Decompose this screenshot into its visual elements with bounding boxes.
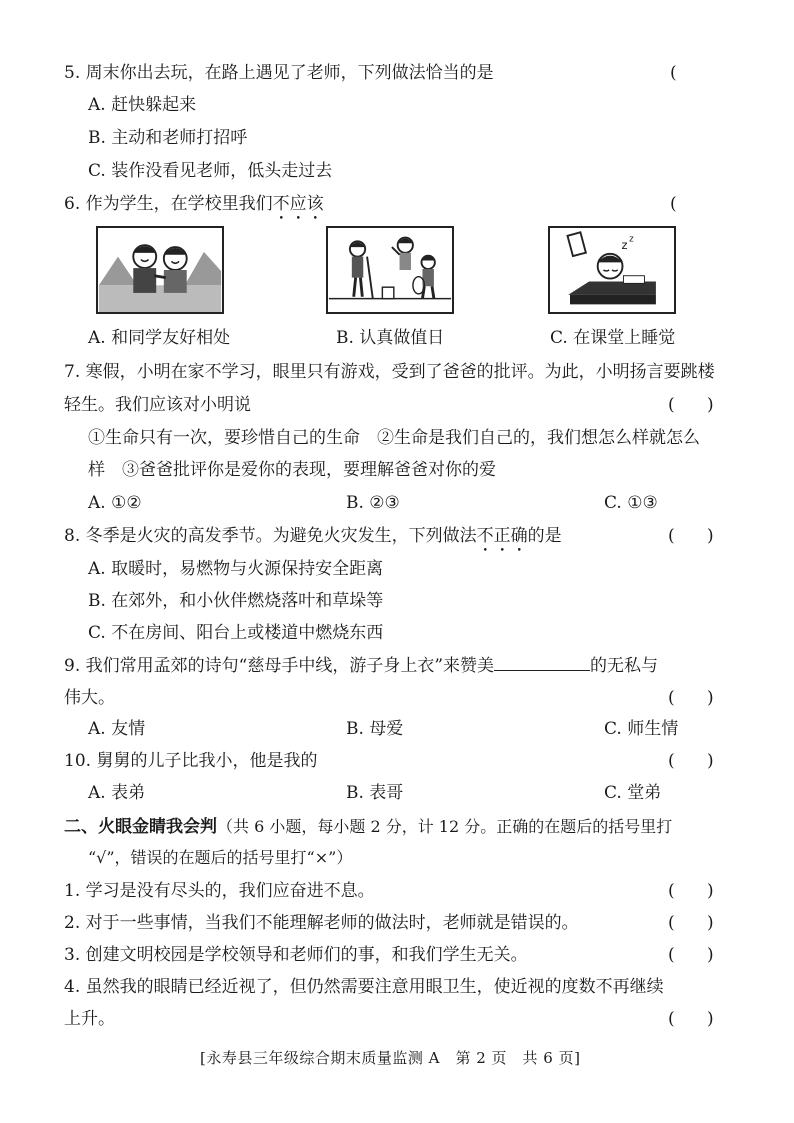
judge-4-answer-bracket[interactable]: ( ) [668,1009,714,1029]
q9-stem-line1 [64,654,658,677]
q8-stem [64,525,562,556]
q8-stem-text: 8. 冬季是火灾的高发季节。为避免火灾发生，下列做法 [64,526,477,546]
svg-text:z: z [629,234,634,245]
q5-answer-bracket[interactable]: ( [670,63,677,83]
q7-option-c: C. ①③ [604,493,658,513]
judge-1-answer-bracket[interactable]: ( ) [668,881,714,901]
q7-statements-line1: ①生命只有一次，要珍惜自己的生命 ②生命是我们自己的，我们想怎么样就怎么 [88,428,700,448]
q8-answer-bracket[interactable]: ( ) [668,526,714,546]
q9-stem-line2: 伟大。 [64,688,115,708]
judge-2-answer-bracket[interactable]: ( ) [668,913,714,933]
section2-title: 二、火眼金睛我会判 [64,817,217,837]
q5-option-c: C. 装作没看见老师，低头走过去 [88,161,333,181]
judge-item-3: 3. 创建文明校园是学校领导和老师们的事，和我们学生无关。 [64,945,528,965]
q6-emphasis: 不应该 [272,194,324,214]
judge-item-2: 2. 对于一些事情，当我们不能理解老师的做法时，老师就是错误的。 [64,913,579,933]
q6-option-b: B. 认真做值日 [336,328,445,348]
q9-stem-text: 9. 我们常用孟郊的诗句“慈母手中线，游子身上衣”来赞美 [64,656,495,676]
q5-stem: 5. 周末你出去玩，在路上遇见了老师，下列做法恰当的是 [64,63,494,83]
q10-option-c: C. 堂弟 [604,783,662,803]
q10-option-a: A. 表弟 [88,783,146,803]
q9-option-c: C. 师生情 [604,719,679,739]
q6-stem-text: 6. 作为学生，在学校里我们 [64,194,273,214]
q6-stem [64,193,324,224]
q10-option-b: B. 表哥 [346,783,404,803]
q8-emphasis: 不正确 [476,526,528,546]
friends-illustration [98,228,222,312]
q9-fill-blank[interactable] [494,654,590,671]
q5-option-a: A. 赶快躲起来 [88,95,197,115]
judge-item-4-line2: 上升。 [64,1009,115,1029]
q6-option-c: C. 在课堂上睡觉 [550,328,676,348]
q8-stem-end: 的是 [527,526,562,546]
q5-option-b: B. 主动和老师打招呼 [88,128,248,148]
q6-image-friends [96,226,224,314]
q8-option-a: A. 取暖时，易燃物与火源保持安全距离 [88,559,384,579]
judge-3-answer-bracket[interactable]: ( ) [668,945,714,965]
q6-image-duty [326,226,454,314]
section2-instructions-line2: “√”，错误的在题后的括号里打“×”） [88,848,353,867]
q7-option-b: B. ②③ [346,493,400,513]
section2-instructions: （共 6 小题，每小题 2 分，计 12 分。正确的在题后的括号里打 [217,817,673,836]
q7-statements-line2: 样 ③爸爸批评你是爱你的表现，要理解爸爸对你的爱 [88,460,496,480]
q6-image-sleeping [548,226,676,314]
q6-option-a: A. 和同学友好相处 [88,328,231,348]
q10-answer-bracket[interactable]: ( ) [668,751,714,771]
q7-stem-line2: 轻生。我们应该对小明说 [64,395,251,415]
sleeping-illustration [550,228,674,312]
q8-option-b: B. 在郊外，和小伙伴燃烧落叶和草垛等 [88,591,384,611]
q9-option-a: A. 友情 [88,719,146,739]
q7-stem-line1: 7. 寒假，小明在家不学习，眼里只有游戏，受到了爸爸的批评。为此，小明扬言要跳楼 [64,362,715,382]
judge-item-1: 1. 学习是没有尽头的，我们应奋进不息。 [64,881,375,901]
section2-heading [64,816,672,838]
svg-text:z: z [621,238,628,252]
page-footer: [永寿县三年级综合期末质量监测 A 第 2 页 共 6 页] [200,1049,581,1067]
q7-answer-bracket[interactable]: ( ) [668,395,714,415]
q6-answer-bracket[interactable]: ( [670,194,677,214]
q10-stem: 10. 舅舅的儿子比我小，他是我的 [64,751,318,771]
q9-stem-end: 的无私与 [590,656,659,676]
q7-option-a: A. ①② [88,493,142,513]
q8-option-c: C. 不在房间、阳台上或楼道中燃烧东西 [88,623,384,643]
judge-item-4-line1: 4. 虽然我的眼睛已经近视了，但仍然需要注意用眼卫生，使近视的度数不再继续 [64,977,664,997]
duty-illustration [328,228,452,312]
q9-answer-bracket[interactable]: ( ) [668,688,714,708]
q9-option-b: B. 母爱 [346,719,404,739]
